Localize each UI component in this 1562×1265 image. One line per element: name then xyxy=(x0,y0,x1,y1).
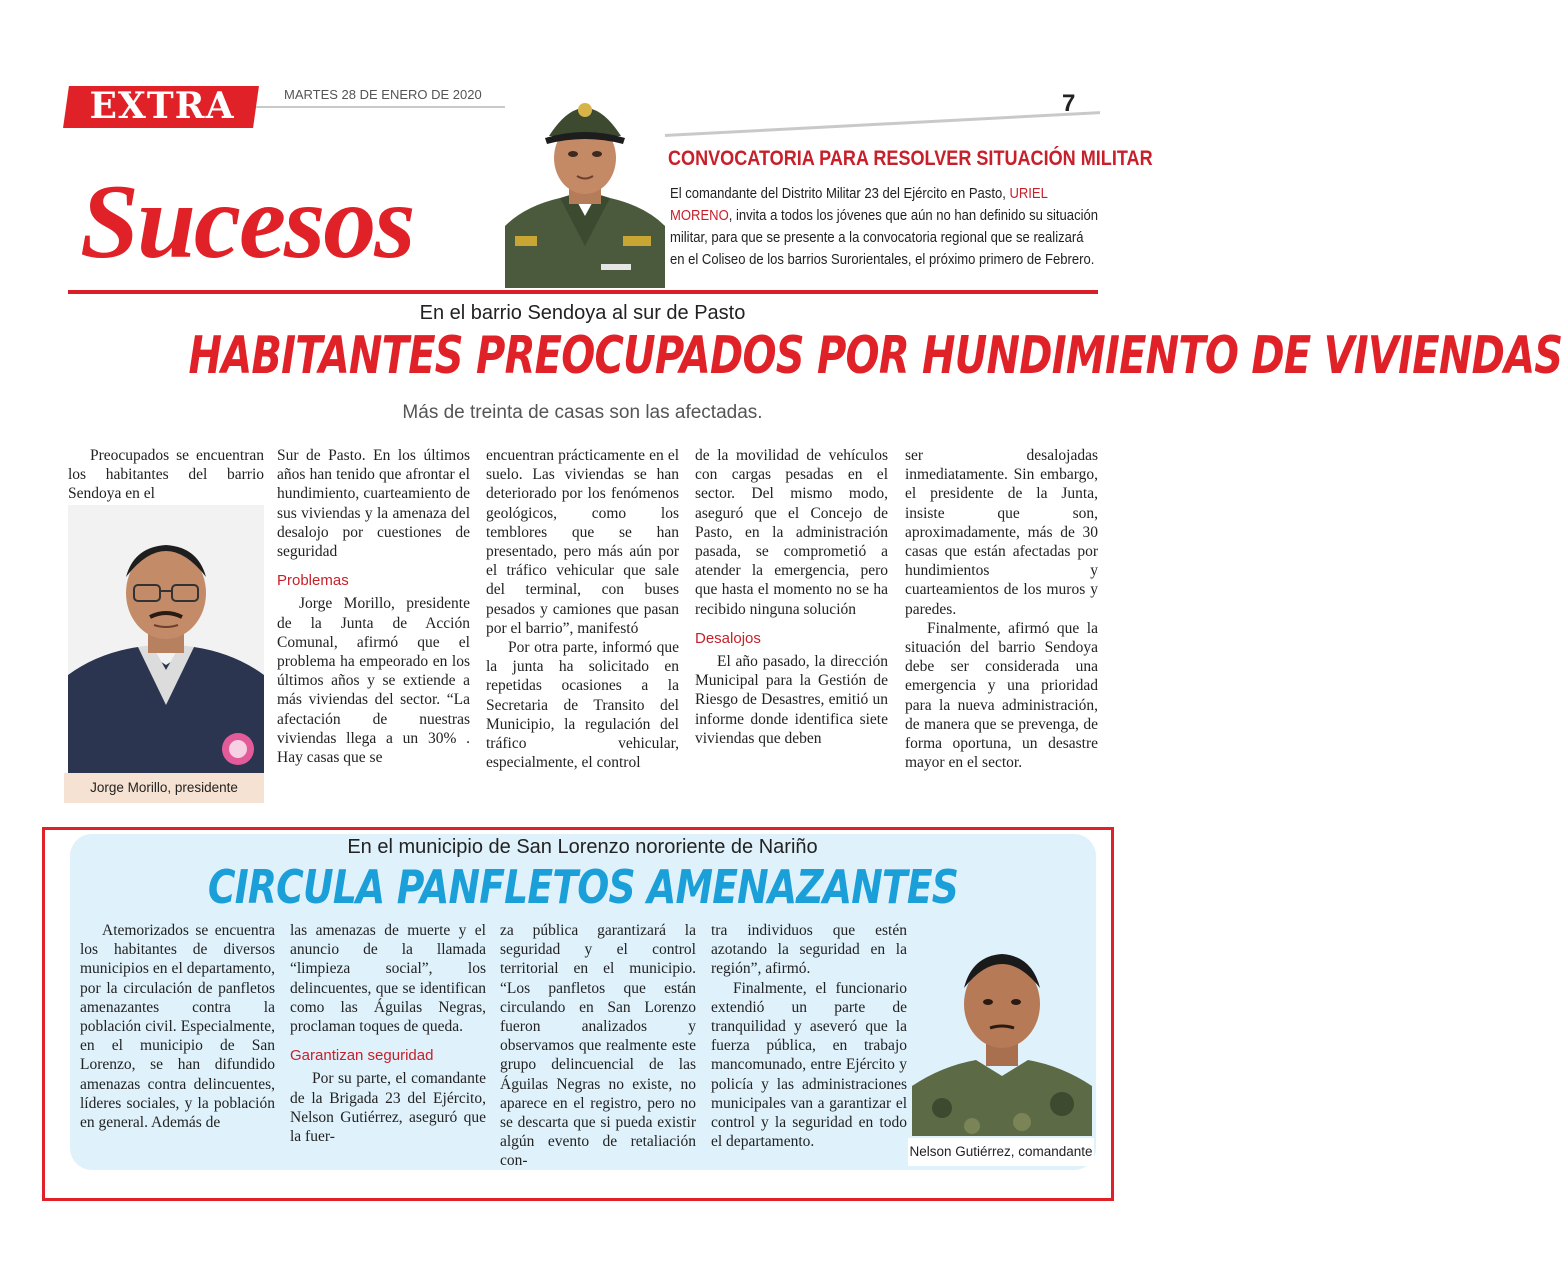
story1-paragraph: ser desalojadas inmediatamente. Sin embargo, el presidente de la Junta, insiste que son, aproximadamente, más de 30 casas que están afectadas por hundimientos y cuarteamientos de los muros y paredes. xyxy=(905,447,1098,618)
extra-logo: EXTRA xyxy=(89,85,235,127)
story1-paragraph: de la movilidad de vehículos con cargas pesadas en el sector. Del mismo modo, aseguró que el Concejo de Pasto, en la administración pasada, se comprometió a atender la emergencia, pero que hasta el momento no se ha recibido ninguna solución xyxy=(695,447,888,618)
story2-column-2 xyxy=(290,921,486,1146)
page-number: 7 xyxy=(1062,90,1076,117)
section-title: Sucesos xyxy=(80,163,414,280)
story1-paragraph: Sur de Pasto. En los últimos años han tenido que afrontar el hundimiento, cuarteamiento de sus viviendas y la amenaza del desalojo por cuestiones de seguridad xyxy=(277,447,470,561)
story1-column-2 xyxy=(277,446,470,767)
section-rule xyxy=(68,290,1098,294)
story2-column-1 xyxy=(80,921,275,1132)
brief-name: URIEL MORENO xyxy=(670,185,1048,224)
uriel-moreno-photo xyxy=(505,86,665,288)
story2-paragraph: Por su parte, el comandante de la Brigada 23 del Ejército, Nelson Gutiérrez, aseguró que la fuer- xyxy=(290,1070,486,1146)
story1-subhead-problemas: Problemas xyxy=(277,572,349,590)
story1-deck: Más de treinta de casas son las afectadas. xyxy=(402,402,763,423)
story2-paragraph: tra individuos que estén azotando la seguridad en la región”, afirmó. xyxy=(711,922,907,978)
story2-headline: CIRCULA PANFLETOS AMENAZANTES xyxy=(207,860,959,914)
nelson-gutierrez-photo xyxy=(912,926,1092,1136)
story1-headline: HABITANTES PREOCUPADOS POR HUNDIMIENTO DE VIVIENDAS xyxy=(188,326,1562,386)
brief-title: CONVOCATORIA PARA RESOLVER SITUACIÓN MILITAR xyxy=(668,147,1153,170)
story1-paragraph: El año pasado, la dirección Municipal para la Gestión de Riesgo de Desastres, emitió un informe donde identifica siete viviendas que deben xyxy=(695,653,888,747)
story1-paragraph: Por otra parte, informó que la junta ha solicitado en repetidas ocasiones a la Secretaria de Transito del Municipio, la regulación del tráfico vehicular, especialmente, el control xyxy=(486,639,679,772)
jorge-morillo-caption: Jorge Morillo, presidente xyxy=(64,773,264,803)
brief-body-end: , invita a todos los jóvenes que aún no han definido su situación militar, para que se presente a la convocatoria regional que se realizará en el Coliseo de los barrios Surorientales, el próximo primero de Febrero. xyxy=(670,207,1099,268)
jorge-morillo-photo xyxy=(68,505,264,773)
story2-subhead-garantizan: Garantizan seguridad xyxy=(290,1047,434,1065)
story1-paragraph: Finalmente, afirmó que la situación del barrio Sendoya debe ser considerada una emergencia y una prioridad para la nueva administración, de manera que se prevenga, de forma oportuna, un desastre mayor en el sector. xyxy=(905,619,1098,772)
story1-paragraph: Preocupados se encuentran los habitantes del barrio Sendoya en el xyxy=(68,447,264,503)
nelson-gutierrez-caption: Nelson Gutiérrez, comandante xyxy=(908,1138,1094,1166)
story2-paragraph: Finalmente, el funcionario extendió un parte de tranquilidad y aseveró que la fuerza pública, en trabajo mancomunado, entre Ejército y policía y las administraciones municipales van a garantizar el control y la seguridad en todo el departamento. xyxy=(711,979,907,1151)
story1-subhead-desalojos: Desalojos xyxy=(695,629,761,647)
story1-column-5 xyxy=(905,446,1098,772)
story2-paragraph: za pública garantizará la seguridad y el control territorial en el municipio. “Los panfletos que están circulando en San Lorenzo fueron analizados y observamos que realmente este grupo delincuencial de las Águilas Negras no existe, no aparece en el registro, pero no se descarta que si pueda existir algún evento de retaliación con- xyxy=(500,922,696,1170)
story1-paragraph: Jorge Morillo, presidente de la Junta de Acción Comunal, afirmó que el problema ha empeorado en los últimos años y se extiende a más viviendas del sector. “La afectación de nuestras viviendas llega a un 30% . Hay casas que se xyxy=(277,595,470,767)
brief-body-start: El comandante del Distrito Militar 23 del Ejército en Pasto, xyxy=(670,185,1010,202)
story2-paragraph: Atemorizados se encuentra los habitantes de diversos municipios en el departamento, por la circulación de panfletos amenazantes contra la población civil. Especialmente, en el municipio de San Lorenzo, se han difundido amenazas contra delincuentes, líderes sociales, y la población en general. Además de xyxy=(80,922,275,1132)
story1-column-1 xyxy=(68,446,264,504)
story1-paragraph: encuentran prácticamente en el suelo. Las viviendas se han deteriorado por los fenómenos geológicos, como los temblores que se han presentado, pero más aún por el tráfico vehicular que sale del terminal, con buses pesados y camiones que pasan por el barrio”, manifestó xyxy=(486,447,679,637)
story2-column-3 xyxy=(500,921,696,1171)
issue-date: MARTES 28 DE ENERO DE 2020 xyxy=(284,87,482,102)
story2-paragraph: las amenazas de muerte y el anuncio de la llamada “limpieza social”, los delincuentes, que se identifican como las Águilas Negras, proclaman toques de queda. xyxy=(290,922,486,1036)
brief-body xyxy=(670,183,1101,271)
story1-column-4 xyxy=(695,446,888,748)
story1-kicker: En el barrio Sendoya al sur de Pasto xyxy=(419,302,746,324)
header-divider xyxy=(256,106,516,108)
story2-column-4 xyxy=(711,921,907,1151)
story2-kicker: En el municipio de San Lorenzo nororiente de Nariño xyxy=(347,836,818,858)
story1-column-3 xyxy=(486,446,679,772)
header-divider-right xyxy=(610,111,1100,140)
